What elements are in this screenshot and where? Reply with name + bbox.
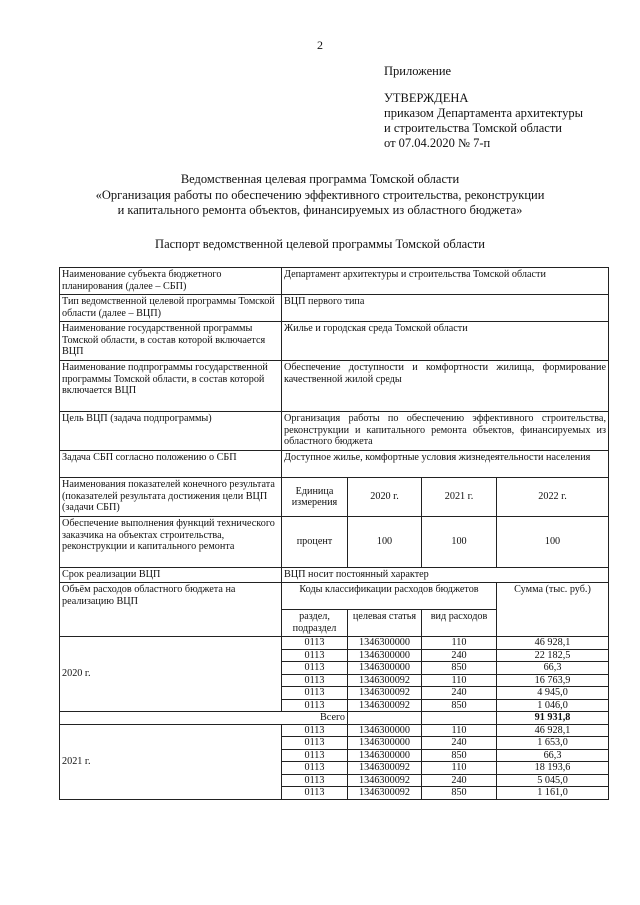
unit-header: Единица измерения xyxy=(282,478,348,517)
table-row xyxy=(60,583,609,610)
empty-cell xyxy=(348,712,422,725)
sum-cell: 22 182,5 xyxy=(497,649,609,662)
table-row xyxy=(60,517,609,568)
page-number: 2 xyxy=(317,38,323,52)
col-section-header: раздел, подраздел xyxy=(282,610,348,637)
indicator-name: Обеспечение выполнения функций технического заказчика на объектах строительства, реконструкции и капитального ремонта xyxy=(60,517,282,568)
type-cell: 110 xyxy=(422,762,497,775)
section-cell: 0113 xyxy=(282,649,348,662)
approved-label: УТВЕРЖДЕНА xyxy=(384,91,469,105)
year-header: 2021 г. xyxy=(422,478,497,517)
table-row xyxy=(60,412,609,451)
title-line: и капитального ремонта объектов, финансируемых из областного бюджета» xyxy=(117,203,523,217)
passport-title: Паспорт ведомственной целевой программы Томской области xyxy=(155,237,485,251)
sum-cell: 66,3 xyxy=(497,749,609,762)
title-line: Ведомственная целевая программа Томской области xyxy=(180,172,460,186)
year-label: 2021 г. xyxy=(60,724,282,799)
total-value: 91 931,8 xyxy=(497,712,609,725)
subprogram-label: Наименование подпрограммы государственной программы Томской области, в состав которой включается ВЦП xyxy=(60,361,282,412)
table-row xyxy=(60,478,609,517)
target-cell: 1346300000 xyxy=(348,737,422,750)
expense-row xyxy=(60,637,609,650)
task-label: Задача СБП согласно положению о СБП xyxy=(60,451,282,478)
sum-cell: 4 945,0 xyxy=(497,687,609,700)
approval-line: приказом Департамента архитектуры xyxy=(384,106,583,120)
year-label: 2020 г. xyxy=(60,637,282,712)
section-cell: 0113 xyxy=(282,724,348,737)
appendix-label: Приложение xyxy=(384,64,452,78)
year-header: 2022 г. xyxy=(497,478,609,517)
type-cell: 110 xyxy=(422,637,497,650)
type-cell: 240 xyxy=(422,687,497,700)
table-row xyxy=(60,361,609,412)
section-cell: 0113 xyxy=(282,699,348,712)
section-cell: 0113 xyxy=(282,737,348,750)
type-cell: 240 xyxy=(422,649,497,662)
subject-label: Наименование субъекта бюджетного планирования (далее – СБП) xyxy=(60,268,282,295)
type-label: Тип ведомственной целевой программы Томской области (далее – ВЦП) xyxy=(60,295,282,322)
sum-cell: 66,3 xyxy=(497,662,609,675)
section-cell: 0113 xyxy=(282,774,348,787)
target-cell: 1346300092 xyxy=(348,674,422,687)
type-cell: 110 xyxy=(422,674,497,687)
target-cell: 1346300092 xyxy=(348,762,422,775)
target-cell: 1346300092 xyxy=(348,774,422,787)
term-label: Срок реализации ВЦП xyxy=(60,568,282,583)
indicator-value: 100 xyxy=(497,517,609,568)
section-cell: 0113 xyxy=(282,787,348,800)
table-row xyxy=(60,322,609,361)
term-value: ВЦП носит постоянный характер xyxy=(282,568,609,583)
total-row xyxy=(60,712,609,725)
goal-label: Цель ВЦП (задача подпрограммы) xyxy=(60,412,282,451)
table-row xyxy=(60,451,609,478)
sum-header: Сумма (тыс. руб.) xyxy=(497,583,609,637)
sum-cell: 46 928,1 xyxy=(497,724,609,737)
codes-header: Коды классификации расходов бюджетов xyxy=(282,583,497,610)
type-cell: 850 xyxy=(422,699,497,712)
section-cell: 0113 xyxy=(282,749,348,762)
col-type-header: вид расходов xyxy=(422,610,497,637)
goal-value: Организация работы по обеспечению эффективного строительства, реконструкции и капитального ремонта объектов, финансируемых из областного бюджета xyxy=(282,412,609,451)
sum-cell: 18 193,6 xyxy=(497,762,609,775)
target-cell: 1346300000 xyxy=(348,662,422,675)
section-cell: 0113 xyxy=(282,687,348,700)
total-label: Всего xyxy=(60,712,348,725)
subject-value: Департамент архитектуры и строительства Томской области xyxy=(282,268,609,295)
indicator-value: 100 xyxy=(422,517,497,568)
type-cell: 240 xyxy=(422,737,497,750)
indicator-label: Наименования показателей конечного результата (показателей результата достижения цели ВЦП (задачи СБП) xyxy=(60,478,282,517)
year-header: 2020 г. xyxy=(348,478,422,517)
target-cell: 1346300092 xyxy=(348,687,422,700)
section-cell: 0113 xyxy=(282,762,348,775)
approval-line: от 07.04.2020 № 7-п xyxy=(384,136,491,150)
type-cell: 850 xyxy=(422,787,497,800)
section-cell: 0113 xyxy=(282,637,348,650)
gov-program-value: Жилье и городская среда Томской области xyxy=(282,322,609,361)
indicator-value: 100 xyxy=(348,517,422,568)
type-value: ВЦП первого типа xyxy=(282,295,609,322)
sum-cell: 1 653,0 xyxy=(497,737,609,750)
sum-cell: 46 928,1 xyxy=(497,637,609,650)
table-row xyxy=(60,268,609,295)
type-cell: 850 xyxy=(422,662,497,675)
target-cell: 1346300000 xyxy=(348,649,422,662)
sum-cell: 1 161,0 xyxy=(497,787,609,800)
target-cell: 1346300092 xyxy=(348,699,422,712)
target-cell: 1346300000 xyxy=(348,637,422,650)
table-row xyxy=(60,295,609,322)
expense-row xyxy=(60,724,609,737)
subprogram-value: Обеспечение доступности и комфортности жилища, формирование качественной жилой среды xyxy=(282,361,609,412)
task-value: Доступное жилье, комфортные условия жизнедеятельности населения xyxy=(282,451,609,478)
sum-cell: 1 046,0 xyxy=(497,699,609,712)
approval-block xyxy=(384,64,583,151)
target-cell: 1346300000 xyxy=(348,724,422,737)
target-cell: 1346300000 xyxy=(348,749,422,762)
document-title xyxy=(0,172,640,219)
gov-program-label: Наименование государственной программы Томской области, в состав которой включается ВЦП xyxy=(60,322,282,361)
target-cell: 1346300092 xyxy=(348,787,422,800)
title-line: «Организация работы по обеспечению эффективного строительства, реконструкции xyxy=(95,187,545,202)
empty-cell xyxy=(422,712,497,725)
table-row xyxy=(60,568,609,583)
type-cell: 240 xyxy=(422,774,497,787)
section-cell: 0113 xyxy=(282,674,348,687)
type-cell: 850 xyxy=(422,749,497,762)
section-cell: 0113 xyxy=(282,662,348,675)
sum-cell: 5 045,0 xyxy=(497,774,609,787)
col-target-header: целевая статья xyxy=(348,610,422,637)
approval-line: и строительства Томской области xyxy=(384,121,562,135)
indicator-unit: процент xyxy=(282,517,348,568)
passport-table xyxy=(59,267,609,800)
sum-cell: 16 763,9 xyxy=(497,674,609,687)
type-cell: 110 xyxy=(422,724,497,737)
expense-label: Объём расходов областного бюджета на реализацию ВЦП xyxy=(60,583,282,637)
